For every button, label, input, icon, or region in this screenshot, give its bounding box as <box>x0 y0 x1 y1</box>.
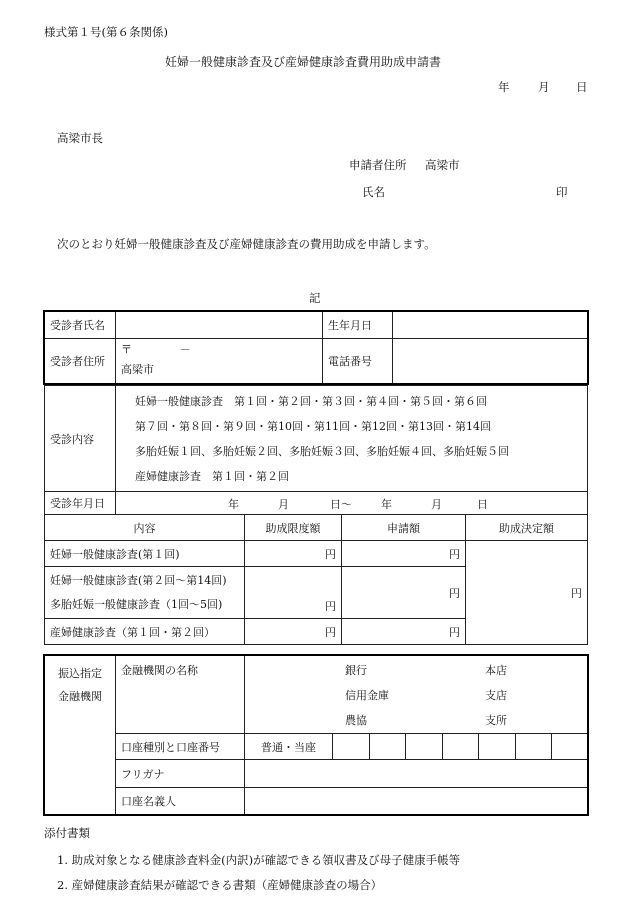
visit-month-1: 月 <box>278 498 289 511</box>
form-title: 妊婦一般健康診査及び産婦健康診査費用助成申請書 <box>165 55 442 69</box>
visit-day-1: 日～ <box>330 498 352 511</box>
account-digit-4[interactable] <box>443 734 479 760</box>
decided-amount[interactable]: 円 <box>466 541 588 645</box>
phone-field[interactable] <box>393 339 588 384</box>
furigana-field[interactable] <box>245 760 589 788</box>
phone-label: 電話番号 <box>323 339 393 384</box>
date-month: 月 <box>538 80 550 94</box>
patient-name-field[interactable] <box>116 312 323 339</box>
branch-main: 本店 <box>485 664 507 677</box>
addressee: 高梁市長 <box>57 131 103 145</box>
content-label: 受診内容 <box>45 386 116 492</box>
patient-address-label: 受診者住所 <box>45 339 116 384</box>
bank-name-label: 金融機関の名称 <box>116 656 245 734</box>
account-digit-3[interactable] <box>406 734 443 760</box>
bank-label-2: 金融機関 <box>58 690 102 703</box>
birth-date-field[interactable] <box>393 312 588 339</box>
content-line-4: 産婦健康診査 第１回・第２回 <box>135 469 289 483</box>
visit-year-1: 年 <box>228 498 239 511</box>
visit-year-2: 年 <box>381 498 392 511</box>
ki-label: 記 <box>309 291 321 305</box>
content-line-1: 妊婦一般健康診査 第１回・第２回・第３回・第４回・第５回・第６回 <box>135 394 487 408</box>
seal-mark: 印 <box>556 185 568 199</box>
fee-row-3-applied[interactable]: 円 <box>342 619 466 645</box>
header-limit: 助成限度額 <box>245 515 342 541</box>
holder-label: 口座名義人 <box>116 788 245 815</box>
date-day: 日 <box>576 80 588 94</box>
header-content: 内容 <box>45 515 245 541</box>
bank-section-label <box>45 656 116 815</box>
request-text: 次のとおり妊婦一般健康診査及び産婦健康診査の費用助成を申請します。 <box>57 237 436 251</box>
visit-date-label: 受診年月日 <box>45 492 116 515</box>
account-digit-7[interactable] <box>552 734 589 760</box>
bank-name-field[interactable] <box>245 656 589 734</box>
patient-city: 高梁市 <box>121 363 154 376</box>
bank-type-credit: 信用金庫 <box>345 689 389 702</box>
account-digit-1[interactable] <box>333 734 370 760</box>
date-year: 年 <box>498 80 510 94</box>
account-digit-6[interactable] <box>516 734 552 760</box>
content-options[interactable] <box>116 386 588 492</box>
bank-type-bank: 銀行 <box>345 664 367 677</box>
fee-row-3-label: 産婦健康診査（第１回・第２回） <box>45 619 245 645</box>
visit-day-2: 日 <box>477 498 488 511</box>
postal-mark: 〒 <box>121 343 132 356</box>
branch-office: 支所 <box>485 714 507 727</box>
account-digit-2[interactable] <box>370 734 406 760</box>
visit-date-field[interactable] <box>116 492 588 515</box>
bank-label-1: 振込指定 <box>58 667 102 680</box>
fee-row-2a: 妊婦一般健康診査(第２回～第14回) <box>50 573 227 587</box>
applicant-address-value: 高梁市 <box>425 158 460 172</box>
header-decided: 助成決定額 <box>466 515 588 541</box>
applicant-name-label: 氏名 <box>362 185 385 199</box>
fee-row-2-applied[interactable]: 円 <box>342 567 466 619</box>
account-label: 口座種別と口座番号 <box>116 734 245 760</box>
furigana-label: フリガナ <box>116 760 245 788</box>
bank-type-coop: 農協 <box>345 714 367 727</box>
content-table <box>44 385 588 645</box>
attachment-item-2: 2. 産婦健康診査結果が確認できる書類（産婦健康診査の場合） <box>57 878 383 892</box>
fee-row-2-label <box>45 567 245 619</box>
header-applied: 申請額 <box>342 515 466 541</box>
fee-row-3-limit[interactable]: 円 <box>245 619 342 645</box>
fee-row-2b: 多胎妊娠一般健康診査（1回～5回) <box>50 597 223 611</box>
account-digit-5[interactable] <box>479 734 516 760</box>
attachments-heading: 添付書類 <box>44 826 90 840</box>
branch-branch: 支店 <box>485 689 507 702</box>
content-line-3: 多胎妊娠１回、多胎妊娠２回、多胎妊娠３回、多胎妊娠４回、多胎妊娠５回 <box>135 444 509 458</box>
fee-row-1-limit[interactable]: 円 <box>245 541 342 567</box>
visit-month-2: 月 <box>431 498 442 511</box>
patient-name-label: 受診者氏名 <box>45 312 116 339</box>
bank-table <box>44 655 589 815</box>
fee-row-1-applied[interactable]: 円 <box>342 541 466 567</box>
postal-dash: － <box>179 343 191 356</box>
fee-row-1-label: 妊婦一般健康診査(第１回) <box>45 541 245 567</box>
holder-field[interactable] <box>245 788 589 815</box>
applicant-address-label: 申請者住所 <box>349 158 407 172</box>
patient-table <box>44 311 588 384</box>
account-type[interactable]: 普通・当座 <box>245 734 333 760</box>
content-line-2: 第７回・第８回・第９回・第10回・第11回・第12回・第13回・第14回 <box>135 419 491 433</box>
patient-address-field[interactable] <box>116 339 323 384</box>
attachment-item-1: 1. 助成対象となる健康診査料金(内訳)が確認できる領収書及び母子健康手帳等 <box>57 853 461 867</box>
fee-row-2-limit[interactable]: 円 <box>245 567 342 619</box>
birth-date-label: 生年月日 <box>323 312 393 339</box>
form-number: 様式第１号(第６条関係) <box>44 25 168 39</box>
